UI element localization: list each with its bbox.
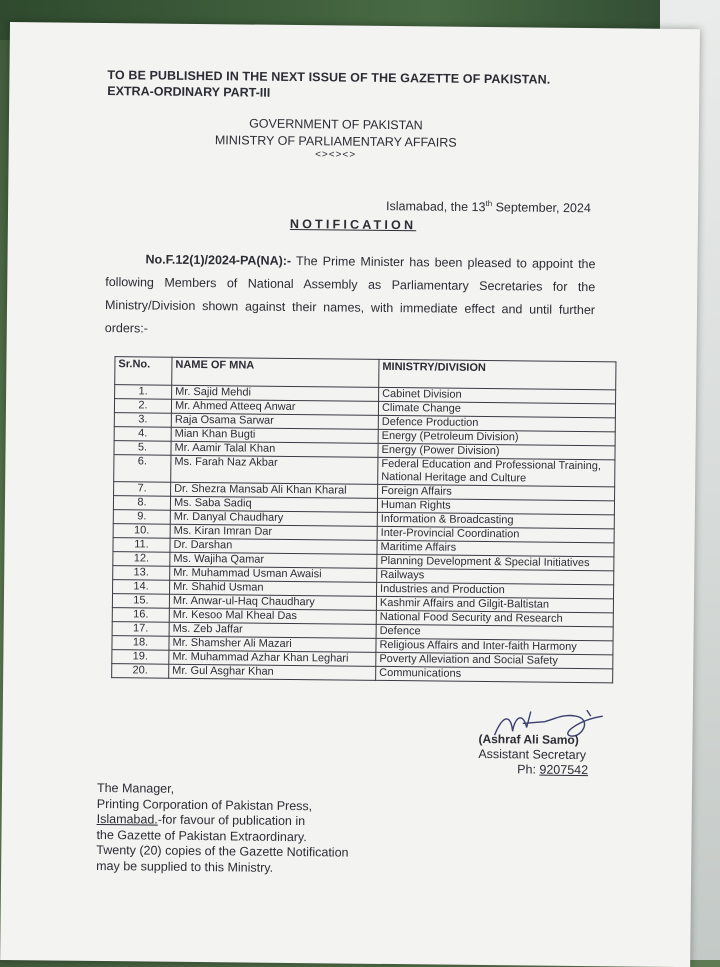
cell-mna-name: Ms. Wajiha Qamar bbox=[170, 552, 377, 568]
addressee-line: may be supplied to this Ministry. bbox=[96, 858, 274, 875]
government-title: GOVERNMENT OF PAKISTAN bbox=[249, 116, 423, 133]
cell-srno: 3. bbox=[114, 413, 171, 428]
gazette-header-line1: TO BE PUBLISHED IN THE NEXT ISSUE OF THE GAZETTE OF PAKISTAN. bbox=[107, 68, 551, 87]
cell-srno: 8. bbox=[113, 496, 170, 511]
addressee-block bbox=[96, 781, 349, 877]
reference-number: No.F.12(1)/2024-PA(NA):- bbox=[145, 252, 292, 268]
cell-ministry: Cabinet Division bbox=[379, 387, 616, 403]
cell-ministry: Inter-Provincial Coordination bbox=[377, 526, 614, 542]
column-header-name: NAME OF MNA bbox=[172, 357, 379, 387]
column-header-srno: Sr.No. bbox=[115, 357, 172, 386]
cell-mna-name: Mr. Sajid Mehdi bbox=[172, 385, 379, 401]
cell-srno: 14. bbox=[113, 580, 170, 595]
cell-srno: 9. bbox=[113, 510, 170, 525]
cell-srno: 5. bbox=[114, 441, 171, 456]
cell-mna-name: Mr. Muhammad Usman Awaisi bbox=[170, 566, 377, 582]
cell-srno: 12. bbox=[113, 552, 170, 567]
cell-mna-name: Ms. Kiran Imran Dar bbox=[170, 524, 377, 540]
addressee-line: Printing Corporation of Pakistan Press, bbox=[96, 796, 313, 813]
cell-ministry: Defence Production bbox=[378, 415, 615, 431]
cell-ministry: Communications bbox=[376, 666, 613, 682]
cell-ministry: Kashmir Affairs and Gilgit-Baltistan bbox=[376, 596, 613, 612]
cell-mna-name: Mr. Shamsher Ali Mazari bbox=[169, 636, 376, 652]
cell-mna-name: Mr. Aamir Talal Khan bbox=[171, 441, 378, 457]
cell-srno: 15. bbox=[112, 594, 169, 609]
cell-mna-name: Mr. Kesoo Mal Kheal Das bbox=[169, 608, 376, 624]
ministry-title: MINISTRY OF PARLIAMENTARY AFFAIRS bbox=[214, 133, 457, 150]
cell-ministry: Planning Development & Special Initiatives bbox=[377, 554, 614, 570]
cell-ministry: Foreign Affairs bbox=[378, 484, 615, 500]
cell-mna-name: Mr. Muhammad Azhar Khan Leghari bbox=[169, 650, 376, 666]
ornament: <><><> bbox=[315, 149, 357, 161]
cell-mna-name: Ms. Saba Sadiq bbox=[170, 496, 377, 512]
cell-srno: 7. bbox=[114, 482, 171, 497]
cell-mna-name: Mian Khan Bugti bbox=[171, 427, 378, 443]
cell-mna-name: Ms. Farah Naz Akbar bbox=[171, 455, 378, 484]
cell-ministry: Energy (Petroleum Division) bbox=[378, 429, 615, 445]
cell-ministry: Defence bbox=[376, 624, 613, 640]
cell-srno: 17. bbox=[112, 622, 169, 637]
cell-srno: 4. bbox=[114, 427, 171, 442]
column-header-ministry: MINISTRY/DIVISION bbox=[379, 359, 616, 389]
appointments-table bbox=[111, 356, 616, 683]
cell-ministry: Poverty Alleviation and Social Safety bbox=[376, 652, 613, 668]
cell-mna-name: Dr. Darshan bbox=[170, 538, 377, 554]
cell-srno: 16. bbox=[112, 608, 169, 623]
cell-ministry: Energy (Power Division) bbox=[378, 443, 615, 459]
signatory-name: (Ashraf Ali Samo) bbox=[478, 731, 579, 747]
body-text: The Prime Minister has been pleased to appoint the following Members of National Assembly as Parliamentary Secretaries for the Ministry/Division shown against their names, with immediate effect and until further orders:- bbox=[104, 253, 596, 336]
addressee-line: Twenty (20) copies of the Gazette Notification bbox=[96, 842, 349, 860]
cell-srno: 1. bbox=[115, 385, 172, 400]
cell-mna-name: Mr. Ahmed Atteeq Anwar bbox=[171, 399, 378, 415]
notification-title: NOTIFICATION bbox=[289, 216, 417, 233]
cell-srno: 20. bbox=[112, 664, 169, 679]
cell-ministry: Information & Broadcasting bbox=[377, 512, 614, 528]
cell-ministry: Religious Affairs and Inter-faith Harmony bbox=[376, 638, 613, 654]
cell-ministry: Railways bbox=[377, 568, 614, 584]
addressee-line: the Gazette of Pakistan Extraordinary. bbox=[96, 827, 307, 844]
cell-mna-name: Raja Osama Sarwar bbox=[171, 413, 378, 429]
cell-ministry: Maritime Affairs bbox=[377, 540, 614, 556]
addressee-line: Islamabad.-for favour of publication in bbox=[96, 811, 306, 829]
cell-srno: 6. bbox=[114, 455, 171, 483]
cell-mna-name: Mr. Anwar-ul-Haq Chaudhary bbox=[169, 594, 376, 610]
cell-mna-name: Mr. Shahid Usman bbox=[170, 580, 377, 596]
signatory-phone: Ph: 9207542 bbox=[517, 762, 589, 778]
cell-mna-name: Ms. Zeb Jaffar bbox=[169, 622, 376, 638]
signatory-designation: Assistant Secretary bbox=[478, 746, 587, 763]
cell-srno: 13. bbox=[113, 566, 170, 581]
gazette-header-line2: EXTRA-ORDINARY PART-III bbox=[107, 84, 271, 100]
notification-document bbox=[0, 22, 700, 967]
cell-ministry: Industries and Production bbox=[377, 582, 614, 598]
notification-body bbox=[105, 248, 596, 345]
cell-ministry: National Food Security and Research bbox=[376, 610, 613, 626]
cell-srno: 10. bbox=[113, 524, 170, 539]
cell-srno: 18. bbox=[112, 636, 169, 651]
cell-ministry: Human Rights bbox=[377, 498, 614, 514]
cell-mna-name: Mr. Danyal Chaudhary bbox=[170, 510, 377, 526]
cell-srno: 11. bbox=[113, 538, 170, 553]
cell-mna-name: Mr. Gul Asghar Khan bbox=[169, 664, 376, 680]
cell-ministry: Federal Education and Professional Training, National Heritage and Culture bbox=[378, 457, 615, 486]
dateline: Islamabad, the 13th September, 2024 bbox=[386, 198, 591, 216]
cell-ministry: Climate Change bbox=[378, 401, 615, 417]
addressee-line: The Manager, bbox=[96, 780, 175, 796]
cell-srno: 19. bbox=[112, 650, 169, 665]
cell-srno: 2. bbox=[114, 399, 171, 414]
cell-mna-name: Dr. Shezra Mansab Ali Khan Kharal bbox=[171, 482, 378, 498]
